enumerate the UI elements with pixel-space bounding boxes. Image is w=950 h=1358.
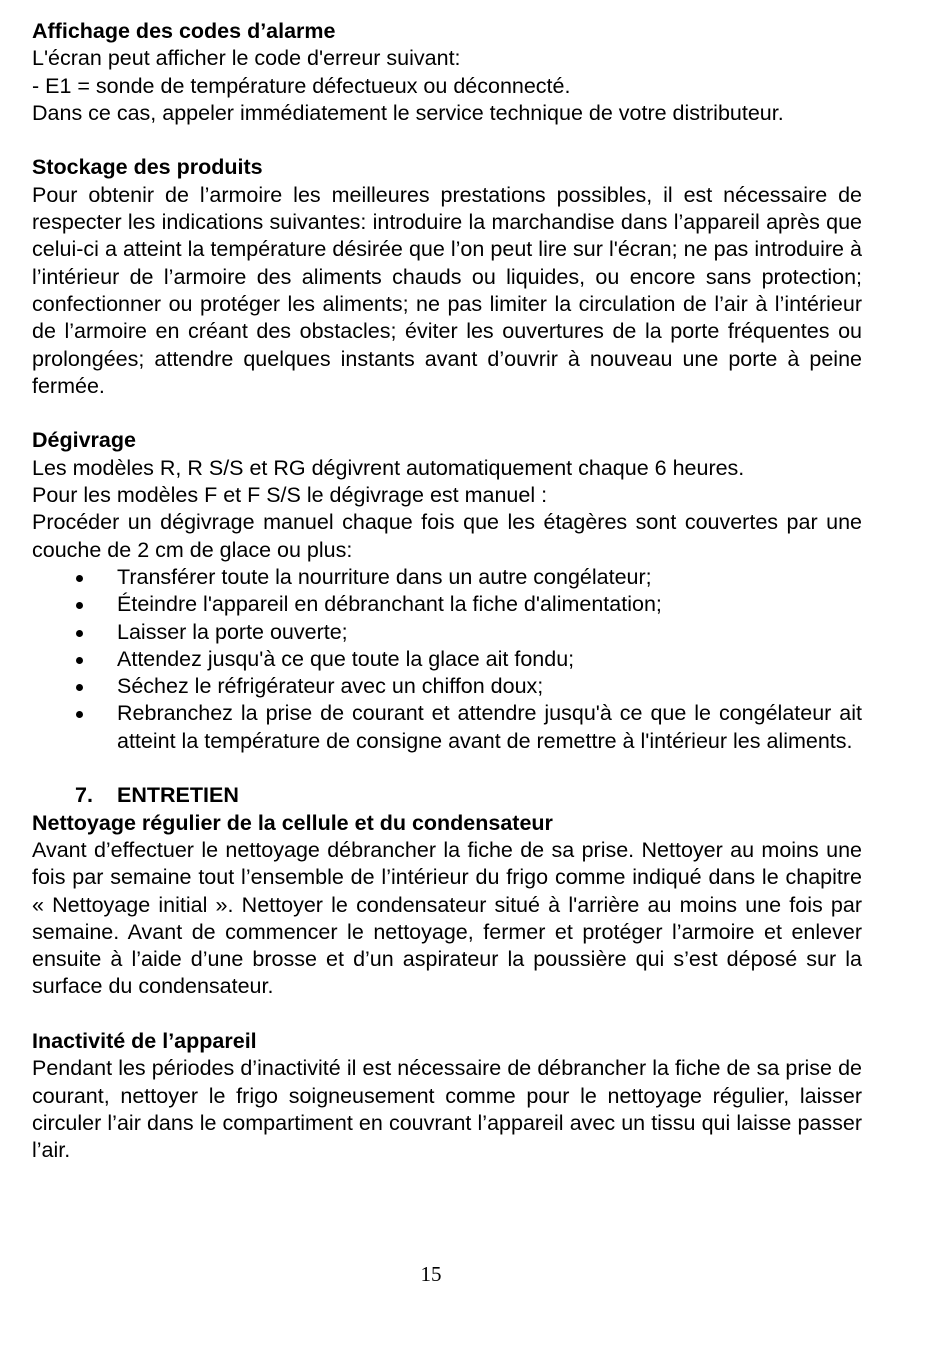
step-text: Rebranchez la prise de courant et attendre jusqu'à ce que le congélateur ait atteint la température de consigne avant de remettre à l'intérieur les aliments. bbox=[117, 701, 862, 753]
list-item bbox=[32, 564, 862, 591]
spacer bbox=[32, 400, 862, 427]
document-page bbox=[32, 18, 862, 1164]
bullet-icon bbox=[76, 684, 83, 691]
inactivity-paragraph: Pendant les périodes d’inactivité il est nécessaire de débrancher la fiche de sa prise de courant, nettoyer le frigo soigneusement comme pour le nettoyage régulier, laisser circuler l’air dans le compartiment en couvrant l’appareil avec un tissu qui laisse passer l’air. bbox=[32, 1056, 862, 1163]
alarm-line-1: L'écran peut afficher le code d'erreur suivant: bbox=[32, 46, 461, 71]
alarm-line-3: Dans ce cas, appeler immédiatement le service technique de votre distributeur. bbox=[32, 100, 784, 125]
section-number: 7. bbox=[75, 783, 93, 808]
cleaning-paragraph: Avant d’effectuer le nettoyage débrancher la fiche de sa prise. Nettoyer au moins une fois par semaine tout l’ensemble de l’intérieur du frigo comme indiqué dans le chapitre « Nettoyage initial ». Nettoyer le condensateur situé à l'arrière au moins une fois par semaine. Avant de commencer le nettoyage, fermer et protéger l’armoire et enlever ensuite à l’aide d’une brosse et d’un aspirateur la poussière qui s’est déposé sur la surface du condensateur. bbox=[32, 837, 862, 999]
defrost-line-1: Les modèles R, R S/S et RG dégivrent automatiquement chaque 6 heures. bbox=[32, 455, 745, 480]
section-title: ENTRETIEN bbox=[117, 783, 239, 808]
spacer bbox=[32, 755, 862, 782]
section-heading-maintenance bbox=[32, 782, 862, 809]
list-item bbox=[32, 673, 862, 700]
storage-heading: Stockage des produits bbox=[32, 155, 263, 180]
alarm-line-2: - E1 = sonde de température défectueux ou déconnecté. bbox=[32, 73, 571, 98]
list-item bbox=[32, 591, 862, 618]
page-number: 15 bbox=[420, 1262, 442, 1286]
step-text: Éteindre l'appareil en débranchant la fiche d'alimentation; bbox=[117, 592, 662, 617]
step-text: Transférer toute la nourriture dans un autre congélateur; bbox=[117, 564, 652, 589]
spacer bbox=[32, 1001, 862, 1028]
step-text: Attendez jusqu'à ce que toute la glace ait fondu; bbox=[117, 646, 575, 671]
bullet-icon bbox=[76, 575, 83, 582]
defrost-steps-list bbox=[32, 564, 862, 755]
bullet-icon bbox=[76, 711, 83, 718]
inactivity-heading: Inactivité de l’appareil bbox=[32, 1028, 257, 1053]
defrost-heading: Dégivrage bbox=[32, 428, 136, 453]
list-item bbox=[32, 646, 862, 673]
step-text: Séchez le réfrigérateur avec un chiffon doux; bbox=[117, 674, 544, 699]
bullet-icon bbox=[76, 630, 83, 637]
cleaning-heading: Nettoyage régulier de la cellule et du condensateur bbox=[32, 810, 553, 835]
defrost-line-3: Procéder un dégivrage manuel chaque fois que les étagères sont couvertes par une couche de 2 cm de glace ou plus: bbox=[32, 510, 862, 562]
spacer bbox=[32, 127, 862, 154]
defrost-line-2: Pour les modèles F et F S/S le dégivrage est manuel : bbox=[32, 483, 548, 508]
list-item bbox=[32, 619, 862, 646]
bullet-icon bbox=[76, 602, 83, 609]
storage-paragraph: Pour obtenir de l’armoire les meilleures prestations possibles, il est nécessaire de respecter les indications suivantes: introduire la marchandise dans l’appareil après que celui-ci a atteint la température désirée que l’on peut lire sur l'écran; ne pas introduire à l’intérieur de l’armoire des aliments chauds ou liquides, ou encore sans protection; confectionner ou protéger les aliments; ne pas limiter la circulation de l’air à l’intérieur de l’armoire en créant des obstacles; éviter les ouvertures de la porte fréquentes ou prolongées; attendre quelques instants avant d’ouvrir à nouveau une porte à peine fermée. bbox=[32, 182, 862, 398]
alarm-heading: Affichage des codes d’alarme bbox=[32, 19, 336, 43]
list-item bbox=[32, 700, 862, 755]
bullet-icon bbox=[76, 657, 83, 664]
step-text: Laisser la porte ouverte; bbox=[117, 619, 348, 644]
